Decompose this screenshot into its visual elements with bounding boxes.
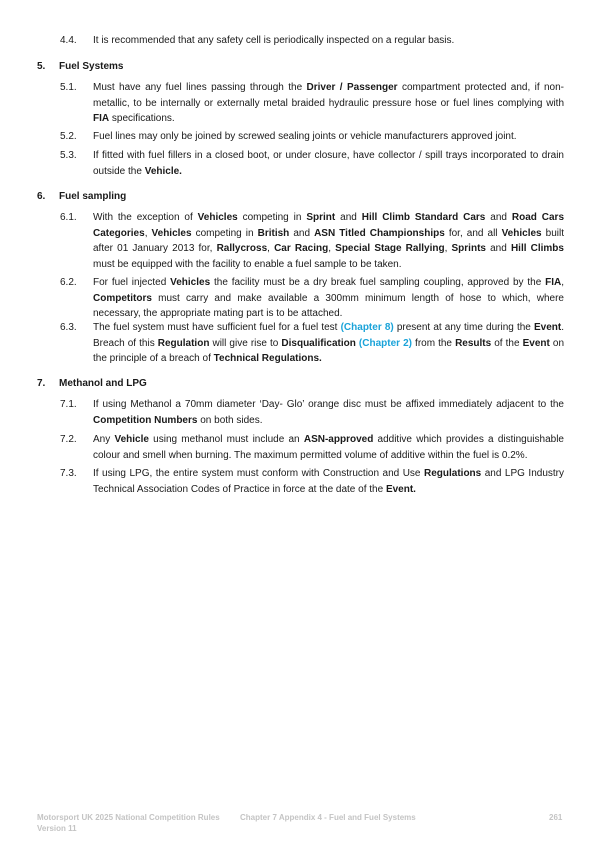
text-run: using methanol must include an [148, 434, 304, 445]
chapter-link[interactable]: (Chapter 8) [340, 322, 394, 333]
text-run: built after 01 January 2013 for, [93, 227, 564, 254]
defined-term: Driver / Passenger [306, 82, 398, 93]
text-run: additive which provides a distinguishable colour and smell when burning. The maximum permitted volume of additive within the fuel is 0.2%. [93, 434, 564, 461]
text-run: compartment protected and, if non-metallic, to be internally or externally metal braided hydraulic pressure hose or fuel lines complying with [93, 82, 565, 109]
defined-term: Hill Climb Standard Cars [361, 212, 486, 223]
section-heading-fuel-sampling [37, 190, 126, 203]
clause-text [93, 80, 564, 127]
text-run: competing in [237, 212, 307, 223]
clause-number: 6.1. [60, 212, 77, 223]
text-run: on both sides. [197, 414, 263, 426]
defined-term: Vehicle [114, 434, 149, 445]
clause-text [93, 320, 564, 367]
clause-text [93, 432, 564, 463]
clause-7-1 [60, 397, 564, 428]
defined-term: ASN-approved [303, 434, 374, 445]
text-run: from the [411, 337, 456, 349]
footer-page-number: 261 [549, 813, 563, 822]
text-run: and [485, 243, 511, 254]
defined-term: Competition Numbers [93, 414, 198, 426]
defined-term: FIA [545, 277, 562, 288]
clause-7-3 [60, 466, 564, 497]
section-title: Fuel sampling [59, 191, 127, 202]
defined-term: Sprints [451, 243, 486, 254]
clause-6-3 [60, 320, 564, 367]
text-run: specifications. [109, 113, 175, 124]
defined-term: Technical Regulations. [213, 353, 322, 364]
defined-term: Car Racing [274, 243, 329, 254]
defined-term: Event [522, 337, 550, 349]
clause-text [93, 148, 564, 179]
text-run: for, and all [444, 227, 502, 239]
defined-term: Vehicles [197, 212, 238, 223]
text-run: and [289, 227, 315, 239]
text-run: For fuel injected [93, 277, 171, 288]
section-heading-methanol-lpg [37, 377, 147, 390]
defined-term: Disqualification [281, 337, 356, 349]
text-run: present at any time during the [393, 322, 534, 333]
text-run: If fitted with fuel fillers in a closed boot, or under closure, have collector / spill trays incorporated to drain outside the [93, 150, 564, 177]
text-run: The fuel system must have sufficient fuel for a fuel test [93, 322, 341, 333]
text-run: competing in [191, 227, 258, 239]
section-number: 6. [37, 191, 46, 202]
section-heading-fuel-systems [37, 60, 123, 73]
section-title: Fuel Systems [59, 61, 124, 72]
defined-term: Event [534, 322, 562, 333]
defined-term: Road Cars Categories [93, 212, 564, 239]
defined-term: Regulation [157, 337, 210, 349]
text-run: If using Methanol a 70mm diameter ‘Day- Glo’ orange disc must be affixed immediately adjacent to the [93, 399, 564, 410]
text-run: , [144, 227, 152, 239]
text-run: and LPG Industry Technical Association Codes of Practice in force at the date of the [93, 468, 564, 495]
clause-4-4 [60, 33, 564, 49]
defined-term: Vehicles [170, 277, 211, 288]
clause-7-2 [60, 432, 564, 463]
clause-text [93, 466, 564, 497]
text-run: , [561, 277, 564, 288]
text-run: will give rise to [209, 337, 282, 349]
text-run: Must have any fuel lines passing through the [93, 82, 307, 93]
section-number: 5. [37, 61, 46, 72]
text-run: on the principle of a breach of [93, 337, 565, 364]
text-run: must carry and make available a 300mm minimum length of hose to which, where necessary, the appropriate mating part is to be attached. [93, 292, 564, 319]
defined-term: Competitors [93, 292, 152, 304]
clause-number: 4.4. [60, 35, 77, 46]
clause-number: 7.2. [60, 434, 77, 445]
defined-term: Hill Climbs [510, 243, 564, 254]
defined-term: British [257, 227, 290, 239]
defined-term: Regulations [424, 468, 482, 479]
defined-term: Vehicle. [144, 165, 182, 177]
text-run: With the exception of [93, 212, 198, 223]
defined-term: ASN Titled Championships [314, 227, 445, 239]
text-run: and [485, 212, 512, 223]
text-run: , [267, 243, 275, 254]
footer-chapter: Chapter 7 Appendix 4 - Fuel and Fuel Systems [240, 813, 416, 822]
clause-5-2 [60, 129, 564, 145]
section-title: Methanol and LPG [59, 378, 147, 389]
defined-term: Sprint [306, 212, 336, 223]
text-run: , [328, 243, 336, 254]
defined-term: Vehicles [151, 227, 192, 239]
defined-term: Special Stage Rallying [335, 243, 445, 254]
text-run: It is recommended that any safety cell is periodically inspected on a regular basis. [93, 35, 455, 46]
text-run: the facility must be a dry break fuel sampling coupling, approved by the [210, 277, 546, 288]
text-run: Fuel lines may only be joined by screwed sealing joints or vehicle manufacturers approved joint. [93, 131, 517, 142]
clause-5-1 [60, 80, 564, 127]
text-run: and [335, 212, 362, 223]
defined-term: Event. [385, 483, 416, 495]
text-run: must be equipped with the facility to enable a fuel sample to be taken. [93, 258, 402, 270]
clause-5-3 [60, 148, 564, 179]
clause-number: 5.2. [60, 131, 77, 142]
defined-term: Rallycross [216, 243, 268, 254]
clause-number: 5.3. [60, 150, 77, 161]
clause-number: 6.3. [60, 322, 77, 333]
footer-publication [37, 812, 220, 834]
section-number: 7. [37, 378, 46, 389]
clause-number: 7.1. [60, 399, 77, 410]
footer-version: Version 11 [37, 824, 77, 833]
clause-number: 5.1. [60, 82, 77, 93]
clause-text [93, 210, 564, 272]
defined-term: FIA [93, 113, 110, 124]
defined-term: Results [455, 337, 492, 349]
text-run: , [444, 243, 452, 254]
clause-text [93, 397, 564, 428]
clause-text [93, 129, 564, 145]
text-run: . Breach of this [93, 322, 565, 349]
text-run: of the [491, 337, 523, 349]
clause-6-2 [60, 275, 564, 322]
text-run: If using LPG, the entire system must conform with Construction and Use [93, 468, 424, 479]
footer-publication-title: Motorsport UK 2025 National Competition Rules [37, 813, 220, 822]
clause-text [93, 275, 564, 322]
clause-text [93, 33, 564, 49]
clause-6-1 [60, 210, 564, 272]
text-run: Any [93, 434, 115, 445]
chapter-link[interactable]: (Chapter 2) [358, 337, 412, 349]
clause-number: 7.3. [60, 468, 77, 479]
defined-term: Vehicles [501, 227, 542, 239]
clause-number: 6.2. [60, 277, 77, 288]
